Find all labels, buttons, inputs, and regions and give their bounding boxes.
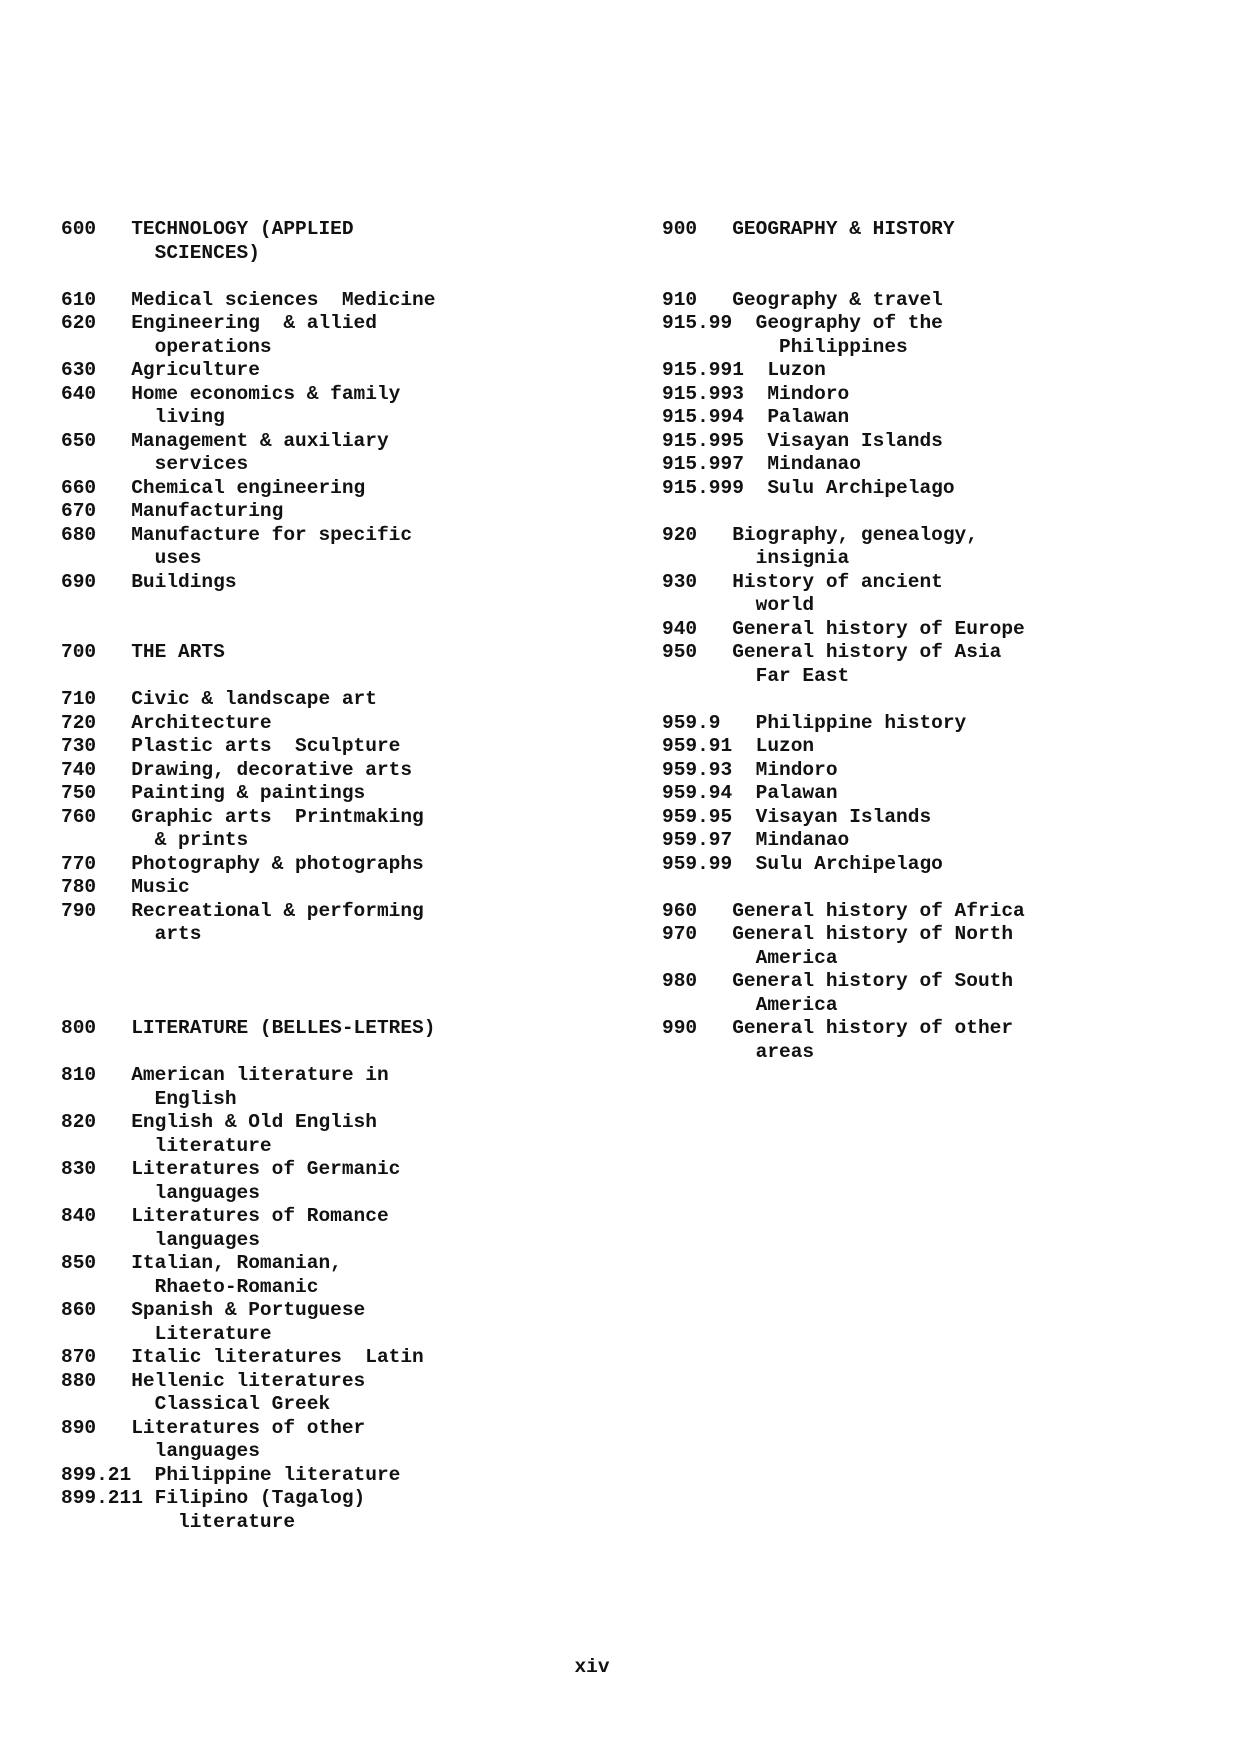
- classification-line: 780 Music: [61, 876, 190, 898]
- classification-line: Rhaeto-Romanic: [61, 1275, 319, 1298]
- classification-line: 950 General history of Asia: [662, 641, 1002, 663]
- classification-line: 970 General history of North: [662, 923, 1014, 945]
- classification-line: 870 Italic literatures Latin: [61, 1346, 424, 1368]
- classification-line: 640 Home economics & family: [61, 382, 401, 405]
- classification-line: 700 THE ARTS: [61, 641, 225, 663]
- classification-line: insignia: [662, 547, 850, 569]
- classification-line: literature: [61, 1134, 272, 1157]
- classification-line: 720 Architecture: [61, 711, 272, 734]
- classification-line: 680 Manufacture for specific: [61, 523, 413, 546]
- classification-line: 810 American literature in: [61, 1064, 389, 1086]
- classification-line: 860 Spanish & Portuguese: [61, 1299, 366, 1321]
- classification-line: literature: [61, 1510, 296, 1533]
- classification-line: languages: [61, 1440, 260, 1462]
- classification-line: 650 Management & auxiliary: [61, 429, 389, 452]
- classification-line: 840 Literatures of Romance: [61, 1205, 389, 1227]
- classification-line: 959.91 Luzon: [662, 735, 815, 757]
- classification-line: world: [662, 594, 815, 616]
- classification-line: languages: [61, 1181, 260, 1204]
- classification-line: 910 Geography & travel: [662, 288, 943, 311]
- blank-line: [61, 1041, 601, 1065]
- classification-line: 660 Chemical engineering: [61, 476, 366, 499]
- classification-line: 900 GEOGRAPHY & HISTORY: [662, 218, 955, 240]
- classification-line: 959.97 Mindanao: [662, 829, 850, 851]
- classification-line: 899.21 Philippine literature: [61, 1463, 401, 1486]
- classification-line: 760 Graphic arts Printmaking: [61, 805, 424, 828]
- classification-line: English: [61, 1087, 237, 1110]
- classification-line: 830 Literatures of Germanic: [61, 1158, 401, 1180]
- blank-line: [61, 994, 601, 1018]
- classification-line: Far East: [662, 664, 850, 687]
- classification-line: 980 General history of South: [662, 970, 1014, 992]
- classification-line: 959.99 Sulu Archipelago: [662, 852, 943, 875]
- classification-line: America: [662, 993, 838, 1016]
- classification-line: uses: [61, 547, 202, 569]
- classification-line: Classical Greek: [61, 1393, 331, 1415]
- classification-line: 850 Italian, Romanian,: [61, 1252, 342, 1274]
- classification-line: areas: [662, 1040, 815, 1063]
- blank-line: [662, 265, 1222, 289]
- classification-line: 690 Buildings: [61, 570, 237, 593]
- classification-line: 620 Engineering & allied: [61, 312, 377, 334]
- classification-line: 670 Manufacturing: [61, 500, 284, 522]
- classification-line: America: [662, 946, 838, 969]
- classification-line: languages: [61, 1228, 260, 1251]
- blank-line: [61, 665, 601, 689]
- classification-line: 820 English & Old English: [61, 1111, 377, 1133]
- classification-line: operations: [61, 335, 272, 358]
- classification-line: arts: [61, 923, 202, 945]
- blank-line: [61, 618, 601, 642]
- classification-line: 915.997 Mindanao: [662, 453, 861, 475]
- right-column: [662, 218, 1222, 1064]
- blank-line: [61, 947, 601, 971]
- page-number: xiv: [574, 1656, 610, 1678]
- classification-line: SCIENCES): [61, 241, 260, 264]
- classification-line: 800 LITERATURE (BELLES-LETRES): [61, 1017, 436, 1039]
- classification-line: 915.993 Mindoro: [662, 382, 850, 405]
- classification-line: living: [61, 406, 225, 428]
- classification-line: 710 Civic & landscape art: [61, 688, 377, 710]
- classification-line: 990 General history of other: [662, 1017, 1014, 1039]
- classification-line: 960 General history of Africa: [662, 899, 1025, 922]
- classification-line: & prints: [61, 829, 249, 851]
- classification-line: 915.995 Visayan Islands: [662, 429, 943, 452]
- classification-line: 610 Medical sciences Medicine: [61, 288, 436, 311]
- blank-line: [61, 265, 601, 289]
- classification-line: 915.991 Luzon: [662, 359, 826, 381]
- left-column: [61, 218, 601, 1534]
- classification-line: 930 History of ancient: [662, 570, 943, 593]
- blank-line: [662, 688, 1222, 712]
- classification-line: 740 Drawing, decorative arts: [61, 758, 413, 781]
- classification-line: 790 Recreational & performing: [61, 899, 424, 922]
- classification-line: 899.211 Filipino (Tagalog): [61, 1487, 366, 1509]
- classification-line: 940 General history of Europe: [662, 617, 1025, 640]
- blank-line: [61, 594, 601, 618]
- classification-line: 880 Hellenic literatures: [61, 1369, 366, 1392]
- classification-line: 920 Biography, genealogy,: [662, 523, 978, 546]
- classification-line: 890 Literatures of other: [61, 1416, 366, 1439]
- blank-line: [662, 242, 1222, 266]
- classification-line: services: [61, 453, 249, 475]
- classification-line: 915.994 Palawan: [662, 406, 850, 428]
- classification-line: 730 Plastic arts Sculpture: [61, 735, 401, 757]
- classification-line: 915.999 Sulu Archipelago: [662, 476, 955, 499]
- classification-line: 600 TECHNOLOGY (APPLIED: [61, 218, 354, 240]
- classification-line: 959.95 Visayan Islands: [662, 805, 932, 828]
- classification-line: 630 Agriculture: [61, 359, 260, 381]
- classification-line: Philippines: [662, 335, 908, 358]
- classification-line: 750 Painting & paintings: [61, 782, 366, 804]
- classification-line: 770 Photography & photographs: [61, 852, 424, 875]
- classification-line: 959.9 Philippine history: [662, 711, 967, 734]
- classification-line: 915.99 Geography of the: [662, 312, 943, 334]
- classification-line: 959.94 Palawan: [662, 782, 838, 804]
- blank-line: [662, 500, 1222, 524]
- classification-line: 959.93 Mindoro: [662, 758, 838, 781]
- blank-line: [61, 970, 601, 994]
- blank-line: [662, 876, 1222, 900]
- classification-line: Literature: [61, 1322, 272, 1345]
